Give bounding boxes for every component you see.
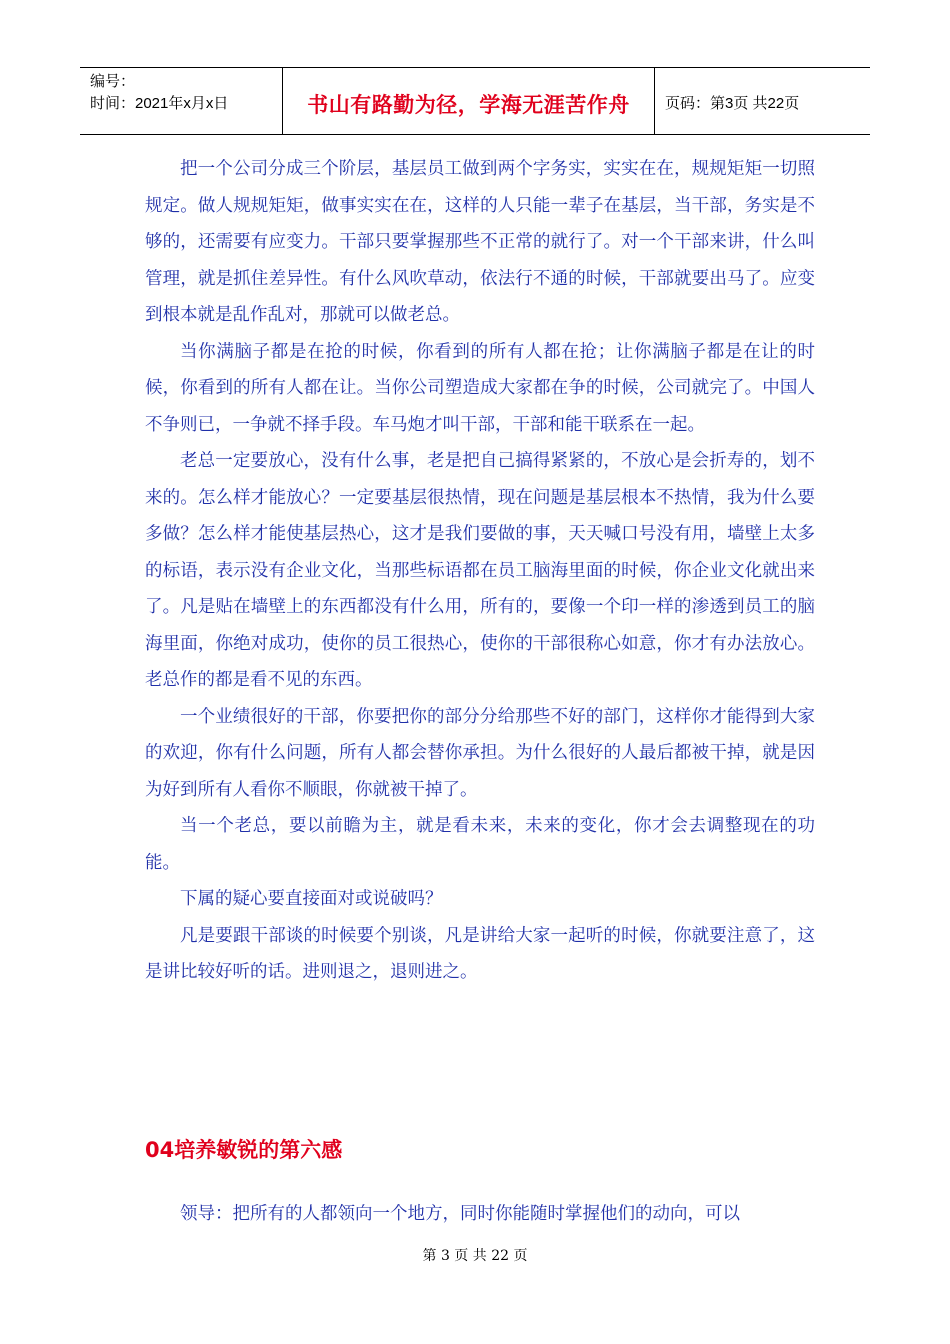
- header-page-info: 页码：第3页 共22页: [665, 94, 800, 112]
- page-footer: 第 3 页 共 22 页: [422, 1248, 528, 1264]
- body-paragraph-2: 当你满脑子都是在抢的时候，你看到的所有人都在抢；让你满脑子都是在让的时候，你看到的所有人都在让。当你公司塑造成大家都在争的时候，公司就完了。中国人不争则已，一争就不择手段。车马炮才叫干部，干部和能干联系在一起。: [145, 341, 815, 435]
- page-header: [80, 67, 870, 135]
- section-paragraph-1: 领导：把所有的人都领向一个地方，同时你能随时掌握他们的动向，可以: [180, 1204, 740, 1224]
- body-paragraph-3: 老总一定要放心，没有什么事，老是把自己搞得紧紧的，不放心是会折寿的，划不来的。怎么样才能放心？一定要基层很热情，现在问题是基层根本不热情，我为什么要多做？怎么样才能使基层热心，这才是我们要做的事，天天喊口号没有用，墙壁上太多的标语，表示没有企业文化，当那些标语都在员工脑海里面的时候，你企业文化就出来了。凡是贴在墙壁上的东西都没有什么用，所有的，要像一个印一样的渗透到员工的脑海里面，你绝对成功，使你的员工很热心，使你的干部很称心如意，你才有办法放心。老总作的都是看不见的东西。: [145, 451, 815, 690]
- document-body: [145, 151, 815, 991]
- body-paragraph-6: 下属的疑心要直接面对或说破吗？: [180, 889, 443, 909]
- body-paragraph-4: 一个业绩很好的干部，你要把你的部分分给那些不好的部门，这样你才能得到大家的欢迎，你有什么问题，所有人都会替你承担。为什么很好的人最后都被干掉，就是因为好到所有人看你不顺眼，你就被干掉了。: [145, 706, 815, 800]
- body-paragraph-5: 当一个老总，要以前瞻为主，就是看未来，未来的变化，你才会去调整现在的功能。: [145, 816, 815, 873]
- body-paragraph-1: 把一个公司分成三个阶层，基层员工做到两个字务实，实实在在，规规矩矩一切照规定。做人规规矩矩，做事实实在在，这样的人只能一辈子在基层，当干部，务实是不够的，还需要有应变力。干部只要掌握那些不正常的就行了。对一个干部来讲，什么叫管理，就是抓住差异性。有什么风吹草动，依法行不通的时候，干部就要出马了。应变到根本就是乱作乱对，那就可以做老总。: [145, 159, 815, 325]
- document-time-label: 时间：2021年x月x日: [90, 95, 229, 112]
- document-number-label: 编号：: [90, 73, 136, 90]
- body-paragraph-7: 凡是要跟干部谈的时候要个别谈，凡是讲给大家一起听的时候，你就要注意了，这是讲比较好听的话。进则退之，退则进之。: [145, 925, 815, 982]
- header-left-cell: [80, 68, 282, 134]
- section-body: [145, 1196, 815, 1233]
- header-motto: 书山有路勤为径，学海无涯苦作舟: [282, 68, 655, 134]
- section-heading: 04培养敏锐的第六感: [145, 1138, 343, 1162]
